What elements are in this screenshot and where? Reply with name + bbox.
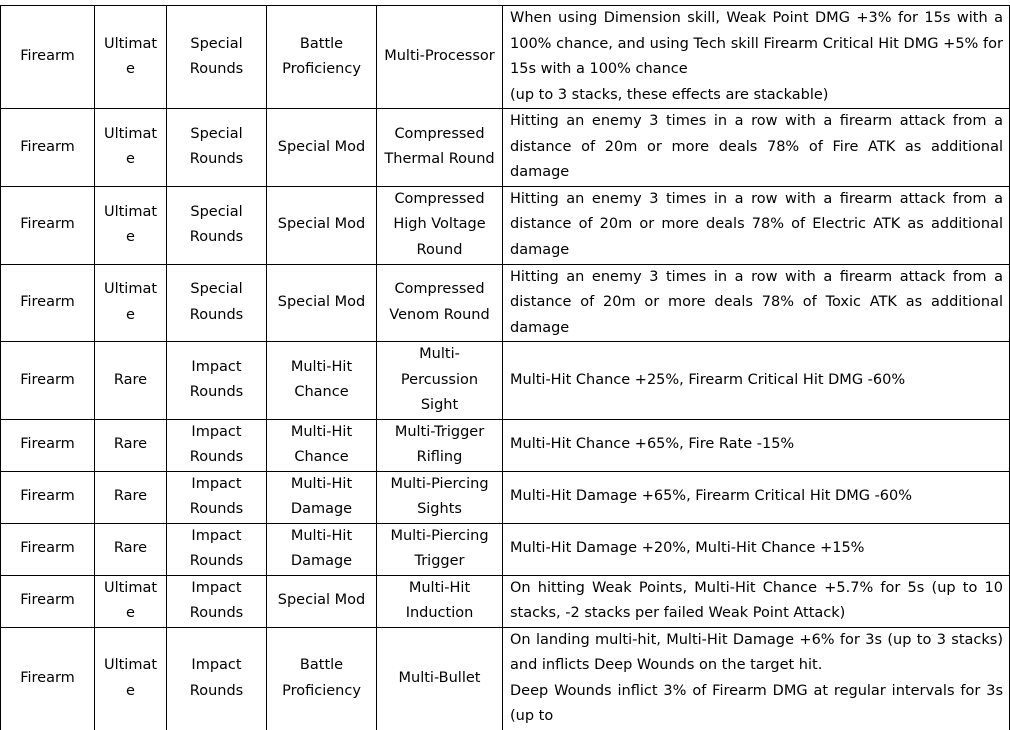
effect-description-line: When using Dimension skill, Weak Point DMG +3% for 15s with a 100% chance, and using Tech skill Firearm Critical Hit DMG +5% for 15s with a 100% chance: [510, 10, 1003, 77]
module-name-cell: Multi-Trigger Rifling: [377, 419, 503, 471]
table-row: [1, 186, 1010, 264]
rarity-cell: Ultimate: [95, 264, 167, 342]
ammo-type-cell: Impact Rounds: [167, 575, 267, 627]
category-cell: Special Mod: [267, 264, 377, 342]
table-row: [1, 264, 1010, 342]
type-cell: Firearm: [1, 471, 95, 523]
effect-description-cell: [503, 419, 1010, 471]
effect-description-cell: [503, 523, 1010, 575]
effect-description-line: Hitting an enemy 3 times in a row with a firearm attack from a distance of 20m or more deals 78% of Electric ATK as additional damage: [510, 190, 1003, 258]
effect-description-line: Hitting an enemy 3 times in a row with a firearm attack from a distance of 20m or more deals 78% of Fire ATK as additional damage: [510, 113, 1003, 180]
effect-description-line: Multi-Hit Chance +65%, Fire Rate -15%: [510, 436, 795, 453]
type-cell: Firearm: [1, 342, 95, 420]
ammo-type-cell: Special Rounds: [167, 6, 267, 109]
module-name-cell: Multi-Piercing Trigger: [377, 523, 503, 575]
rarity-cell: Rare: [95, 471, 167, 523]
category-cell: Multi-Hit Damage: [267, 471, 377, 523]
type-cell: Firearm: [1, 627, 95, 730]
module-name-cell: Multi-Processor: [377, 6, 503, 109]
effect-description-line: (up to 3 stacks, these effects are stackable): [510, 86, 829, 103]
effect-description-line: On landing multi-hit, Multi-Hit Damage +6% for 3s (up to 3 stacks) and inflicts Deep Wounds on the target hit.: [510, 631, 1003, 673]
module-name-cell: Multi-Hit Induction: [377, 575, 503, 627]
type-cell: Firearm: [1, 6, 95, 109]
effect-description-line: On hitting Weak Points, Multi-Hit Chance +5.7% for 5s (up to 10 stacks, -2 stacks per failed Weak Point Attack): [510, 579, 1003, 621]
rarity-cell: Ultimate: [95, 109, 167, 187]
ammo-type-cell: Special Rounds: [167, 186, 267, 264]
rarity-cell: Ultimate: [95, 627, 167, 730]
effect-description-cell: [503, 6, 1010, 109]
modules-table-body: [1, 6, 1010, 730]
table-row: [1, 342, 1010, 420]
category-cell: Special Mod: [267, 109, 377, 187]
module-name-cell: Multi-Piercing Sights: [377, 471, 503, 523]
type-cell: Firearm: [1, 109, 95, 187]
effect-description-cell: [503, 471, 1010, 523]
type-cell: Firearm: [1, 523, 95, 575]
ammo-type-cell: Impact Rounds: [167, 627, 267, 730]
table-row: [1, 109, 1010, 187]
ammo-type-cell: Special Rounds: [167, 264, 267, 342]
rarity-cell: Ultimate: [95, 186, 167, 264]
category-cell: Battle Proficiency: [267, 6, 377, 109]
rarity-cell: Rare: [95, 523, 167, 575]
effect-description-cell: [503, 627, 1010, 730]
module-name-cell: Multi-Percussion Sight: [377, 342, 503, 420]
module-name-cell: Compressed Thermal Round: [377, 109, 503, 187]
effect-description-line: Multi-Hit Chance +25%, Firearm Critical Hit DMG -60%: [510, 371, 906, 388]
table-row: [1, 627, 1010, 730]
ammo-type-cell: Impact Rounds: [167, 419, 267, 471]
ammo-type-cell: Impact Rounds: [167, 471, 267, 523]
table-row: [1, 471, 1010, 523]
module-name-cell: Compressed High Voltage Round: [377, 186, 503, 264]
type-cell: Firearm: [1, 264, 95, 342]
effect-description-cell: [503, 264, 1010, 342]
module-name-cell: Compressed Venom Round: [377, 264, 503, 342]
category-cell: Special Mod: [267, 186, 377, 264]
effect-description-line: Hitting an enemy 3 times in a row with a firearm attack from a distance of 20m or more deals 78% of Toxic ATK as additional damage: [510, 268, 1003, 336]
table-row: [1, 6, 1010, 109]
type-cell: Firearm: [1, 419, 95, 471]
module-name-cell: Multi-Bullet: [377, 627, 503, 730]
category-cell: Special Mod: [267, 575, 377, 627]
modules-table-viewport: [0, 5, 1009, 724]
rarity-cell: Ultimate: [95, 6, 167, 109]
type-cell: Firearm: [1, 186, 95, 264]
category-cell: Multi-Hit Chance: [267, 342, 377, 420]
category-cell: Multi-Hit Chance: [267, 419, 377, 471]
effect-description-line: Deep Wounds inflict 3% of Firearm DMG at regular intervals for 3s (up to: [510, 682, 1003, 724]
ammo-type-cell: Impact Rounds: [167, 342, 267, 420]
rarity-cell: Ultimate: [95, 575, 167, 627]
effect-description-cell: [503, 109, 1010, 187]
table-row: [1, 575, 1010, 627]
table-row: [1, 419, 1010, 471]
effect-description-cell: [503, 575, 1010, 627]
rarity-cell: Rare: [95, 342, 167, 420]
effect-description-cell: [503, 342, 1010, 420]
rarity-cell: Rare: [95, 419, 167, 471]
category-cell: Battle Proficiency: [267, 627, 377, 730]
modules-table: [0, 5, 1010, 730]
category-cell: Multi-Hit Damage: [267, 523, 377, 575]
effect-description-cell: [503, 186, 1010, 264]
type-cell: Firearm: [1, 575, 95, 627]
effect-description-line: Multi-Hit Damage +20%, Multi-Hit Chance +15%: [510, 540, 865, 557]
ammo-type-cell: Impact Rounds: [167, 523, 267, 575]
ammo-type-cell: Special Rounds: [167, 109, 267, 187]
effect-description-line: Multi-Hit Damage +65%, Firearm Critical Hit DMG -60%: [510, 488, 913, 505]
table-row: [1, 523, 1010, 575]
